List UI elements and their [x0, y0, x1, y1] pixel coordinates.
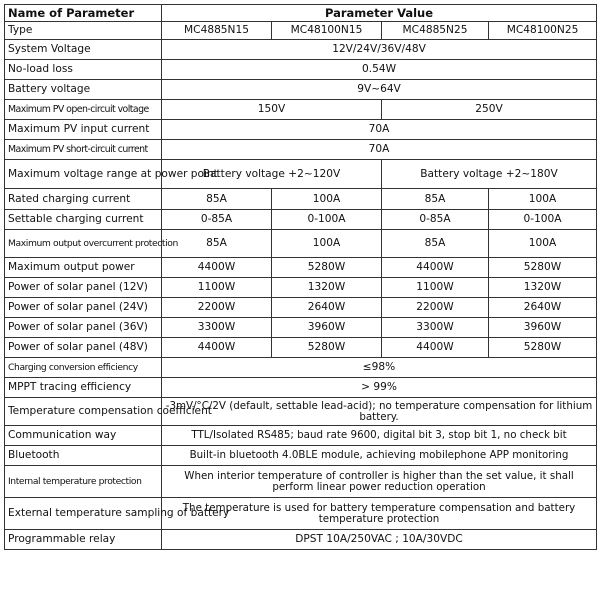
row-label: Maximum voltage range at power point — [5, 160, 162, 189]
row-label: Power of solar panel (12V) — [5, 278, 162, 298]
row-label: External temperature sampling of battery — [5, 498, 162, 530]
value-cell: 100A — [489, 189, 597, 210]
value-cell: 5280W — [272, 338, 382, 358]
value-cell: 100A — [489, 230, 597, 258]
value-cell: 150V — [162, 100, 382, 120]
value-cell: 85A — [162, 189, 272, 210]
value-cell: 0-100A — [272, 210, 382, 230]
value-cell: 0-100A — [489, 210, 597, 230]
value-cell: 70A — [162, 120, 597, 140]
row-label: Maximum output power — [5, 258, 162, 278]
table-row-programmable-relay — [5, 530, 597, 550]
value-cell: DPST 10A/250VAC ; 10A/30VDC — [162, 530, 597, 550]
value-cell: 1320W — [489, 278, 597, 298]
value-cell: When interior temperature of controller is higher than the set value, it shall perform linear power reduction operation — [162, 466, 597, 498]
table-row-communication — [5, 426, 597, 446]
table-row-solar-48v — [5, 338, 597, 358]
value-cell: 5280W — [489, 338, 597, 358]
row-label: Bluetooth — [5, 446, 162, 466]
value-cell: 12V/24V/36V/48V — [162, 40, 597, 60]
value-cell: 3300W — [162, 318, 272, 338]
value-cell: 4400W — [162, 338, 272, 358]
row-label: Power of solar panel (24V) — [5, 298, 162, 318]
value-cell: 70A — [162, 140, 597, 160]
row-label: Maximum output overcurrent protection — [5, 230, 162, 258]
row-label: Internal temperature protection — [5, 466, 162, 498]
row-label: Settable charging current — [5, 210, 162, 230]
table-row-type — [5, 22, 597, 40]
row-label: Power of solar panel (48V) — [5, 338, 162, 358]
table-row-system-voltage — [5, 40, 597, 60]
row-label: Power of solar panel (36V) — [5, 318, 162, 338]
table-row-max-output-power — [5, 258, 597, 278]
value-cell: -3mV/°C/2V (default, settable lead-acid); no temperature compensation for lithium battery. — [162, 398, 597, 426]
table-row-temp-compensation — [5, 398, 597, 426]
row-label: Rated charging current — [5, 189, 162, 210]
row-label: No-load loss — [5, 60, 162, 80]
row-label: Maximum PV short-circuit current — [5, 140, 162, 160]
value-cell: > 99% — [162, 378, 597, 398]
value-cell: 5280W — [272, 258, 382, 278]
table-row-mppt-efficiency — [5, 378, 597, 398]
column-header-value: Parameter Value — [162, 5, 597, 22]
table-row-charging-efficiency — [5, 358, 597, 378]
model-cell: MC4885N15 — [162, 22, 272, 40]
value-cell: 0-85A — [162, 210, 272, 230]
value-cell: 100A — [272, 189, 382, 210]
table-row-max-pv-input-current — [5, 120, 597, 140]
table-row-max-voltage-range — [5, 160, 597, 189]
value-cell: 2200W — [162, 298, 272, 318]
value-cell: 2200W — [382, 298, 489, 318]
table-row-external-temp-sampling — [5, 498, 597, 530]
table-row-solar-36v — [5, 318, 597, 338]
value-cell: 5280W — [489, 258, 597, 278]
value-cell: 0-85A — [382, 210, 489, 230]
model-cell: MC4885N25 — [382, 22, 489, 40]
value-cell: 2640W — [272, 298, 382, 318]
table-row-max-output-overcurrent — [5, 230, 597, 258]
row-label: Type — [5, 22, 162, 40]
row-label: Battery voltage — [5, 80, 162, 100]
table-row-solar-12v — [5, 278, 597, 298]
value-cell: 85A — [382, 230, 489, 258]
value-cell: 4400W — [382, 258, 489, 278]
value-cell: 85A — [382, 189, 489, 210]
row-label: MPPT tracing efficiency — [5, 378, 162, 398]
value-cell: 1320W — [272, 278, 382, 298]
parameter-table — [4, 4, 597, 550]
model-cell: MC48100N15 — [272, 22, 382, 40]
value-cell: 1100W — [382, 278, 489, 298]
value-cell: 3960W — [489, 318, 597, 338]
table-row-bluetooth — [5, 446, 597, 466]
value-cell: The temperature is used for battery temperature compensation and battery temperature protection — [162, 498, 597, 530]
value-cell: 9V~64V — [162, 80, 597, 100]
table-row-rated-charging-current — [5, 189, 597, 210]
column-header-name: Name of Parameter — [5, 5, 162, 22]
value-cell: 85A — [162, 230, 272, 258]
value-cell: 4400W — [382, 338, 489, 358]
row-label: Charging conversion efficiency — [5, 358, 162, 378]
table-row-internal-temp-protection — [5, 466, 597, 498]
value-cell: 1100W — [162, 278, 272, 298]
value-cell: TTL/Isolated RS485; baud rate 9600, digital bit 3, stop bit 1, no check bit — [162, 426, 597, 446]
value-cell: 2640W — [489, 298, 597, 318]
row-label: Programmable relay — [5, 530, 162, 550]
table-row-max-pv-ocv — [5, 100, 597, 120]
table-row-solar-24v — [5, 298, 597, 318]
value-cell: 250V — [382, 100, 597, 120]
row-label: System Voltage — [5, 40, 162, 60]
value-cell: 100A — [272, 230, 382, 258]
value-cell: 0.54W — [162, 60, 597, 80]
table-row-max-pv-sc-current — [5, 140, 597, 160]
value-cell: 4400W — [162, 258, 272, 278]
value-cell: 3300W — [382, 318, 489, 338]
row-label: Maximum PV open-circuit voltage — [5, 100, 162, 120]
value-cell: ≤98% — [162, 358, 597, 378]
row-label: Communication way — [5, 426, 162, 446]
value-cell: Battery voltage +2~180V — [382, 160, 597, 189]
value-cell: Built-in bluetooth 4.0BLE module, achieving mobilephone APP monitoring — [162, 446, 597, 466]
row-label: Maximum PV input current — [5, 120, 162, 140]
row-label: Temperature compensation coefficient — [5, 398, 162, 426]
table-row-battery-voltage — [5, 80, 597, 100]
value-cell: Battery voltage +2~120V — [162, 160, 382, 189]
model-cell: MC48100N25 — [489, 22, 597, 40]
value-cell: 3960W — [272, 318, 382, 338]
table-row-no-load-loss — [5, 60, 597, 80]
header-row — [5, 5, 597, 22]
table-row-settable-charging-current — [5, 210, 597, 230]
